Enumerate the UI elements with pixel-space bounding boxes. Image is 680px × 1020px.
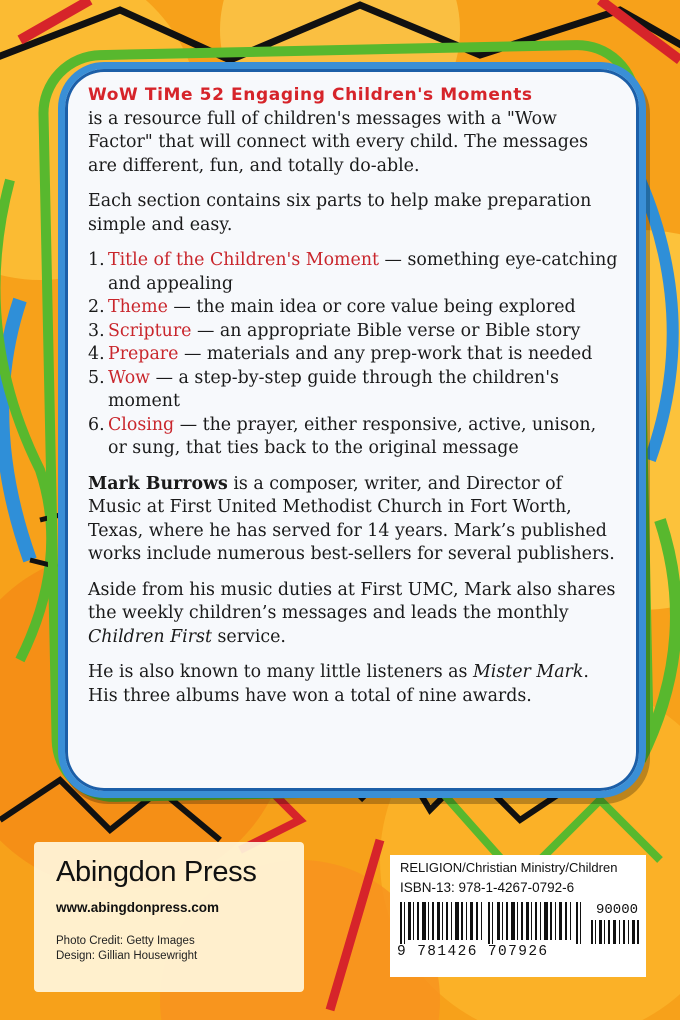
part-label: Wow <box>108 367 151 388</box>
part-desc: — an appropriate Bible verse or Bible story <box>191 320 581 341</box>
list-item: 3. Scripture — an appropriate Bible verse or Bible story <box>88 320 581 341</box>
book-title: WoW TiMe 52 Engaging Children's Moments <box>88 85 533 105</box>
part-desc: — something eye-catching and appealing <box>108 250 618 294</box>
part-label: Closing <box>108 414 175 435</box>
list-item: 6. Closing — the prayer, either responsive, active, unison, or sung, that ties back to the original message <box>88 414 597 458</box>
isbn-label: ISBN-13: 978-1-4267-0792-6 <box>400 880 575 895</box>
part-label: Theme <box>108 297 168 317</box>
part-label: Scripture <box>108 320 192 341</box>
parts-list <box>88 249 618 461</box>
list-item: 2. Theme — the main idea or core value being explored <box>88 297 576 317</box>
part-desc: — the prayer, either responsive, active, unison, or sung, that ties back to the original message <box>108 414 597 458</box>
author-name: Mark Burrows <box>88 473 228 494</box>
sections-intro: Each section contains six parts to help make preparation simple and easy. <box>88 191 592 235</box>
category-label: RELIGION/Christian Ministry/Children <box>400 860 618 875</box>
intro-text: is a resource full of children's messages with a "Wow Factor" that will connect with every child. The messages are different, fun, and totally do-able. <box>88 108 589 176</box>
design-credit: Design: Gillian Housewright <box>56 950 198 962</box>
author-bio-2: Aside from his music duties at First UMC, Mark also shares the weekly children’s messages and leads the monthly Children First service. <box>88 579 616 647</box>
part-label: Title of the Children's Moment <box>108 250 380 270</box>
part-desc: — a step-by-step guide through the children's moment <box>108 367 559 411</box>
price-bars <box>590 920 642 944</box>
intro-paragraph <box>88 84 618 178</box>
price-code: 90000 <box>596 902 639 918</box>
part-desc: — materials and any prep-work that is needed <box>178 344 593 364</box>
photo-credit: Photo Credit: Getty Images <box>56 935 195 947</box>
publisher-url[interactable]: www.abingdonpress.com <box>56 900 220 915</box>
part-label: Prepare <box>108 344 179 364</box>
barcode-bars <box>398 902 588 944</box>
part-desc: — the main idea or core value being explored <box>167 297 576 317</box>
list-item: 4. Prepare — materials and any prep-work that is needed <box>88 344 593 364</box>
author-bio-3: He is also known to many little listeners as Mister Mark. His three albums have won a total of nine awards. <box>88 662 589 706</box>
publisher-name: Abingdon Press <box>56 856 257 888</box>
list-item: 5. Wow — a step-by-step guide through the children's moment <box>88 367 559 411</box>
back-cover-text <box>88 84 618 720</box>
author-bio: Mark Burrows is a composer, writer, and Director of Music at First United Methodist Church in Fort Worth, Texas, where he has served for 14 years. Mark’s published works include numerous best-sellers for several publishers. <box>88 473 615 564</box>
barcode-digits: 9 781426 707926 <box>397 944 549 960</box>
list-item: 1. Title of the Children's Moment — something eye-catching and appealing <box>88 250 618 294</box>
